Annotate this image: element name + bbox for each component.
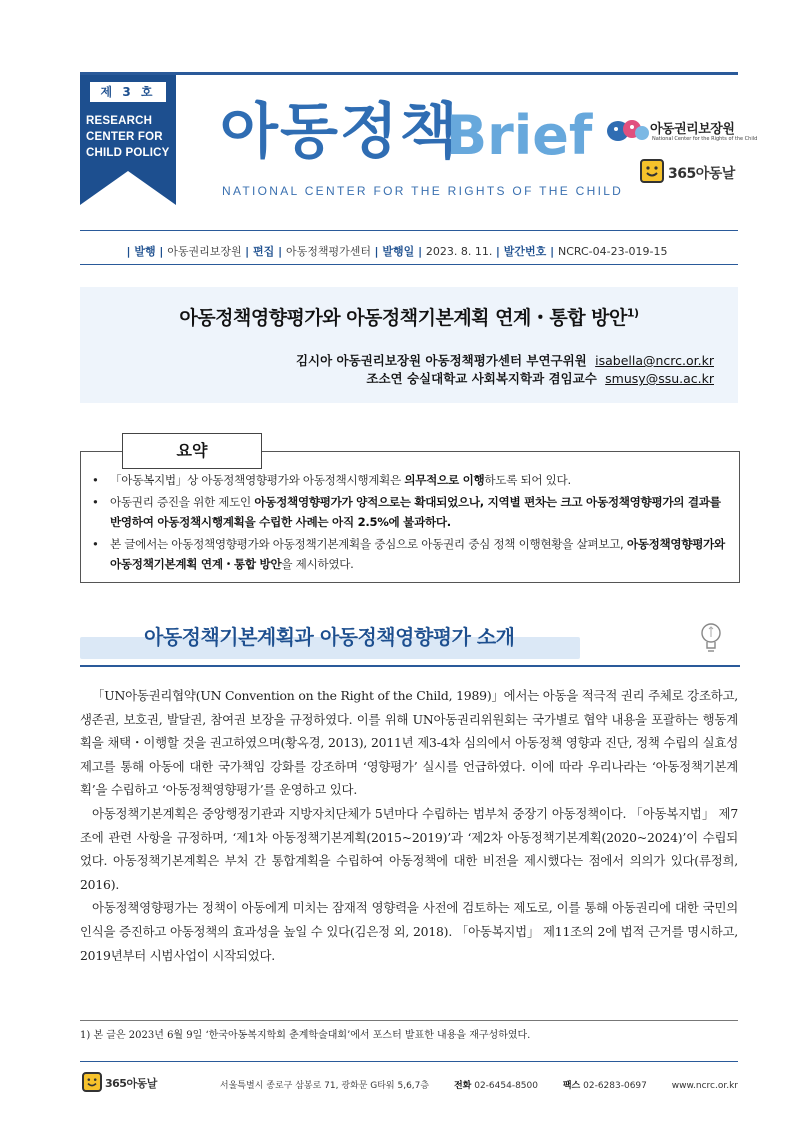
tel-value: 02-6454-8500 xyxy=(474,1081,538,1091)
footer-address: 서울특별시 종로구 삼봉로 71, 광화문 G타워 5,6,7층 xyxy=(219,1081,430,1091)
number-label: 발간번호 xyxy=(503,245,547,258)
children-day-logo xyxy=(640,159,740,185)
bullet-icon: • xyxy=(92,473,99,487)
research-center-line: CENTER FOR xyxy=(86,131,163,143)
summary-item: • 「아동복지법」상 아동정책영향평가와 아동정책시행계획은 의무적으로 이행하도록 되어 있다. xyxy=(86,470,734,491)
footnote-ref[interactable]: 1) xyxy=(626,306,639,320)
publisher-value: 아동권리보장원 xyxy=(167,245,242,258)
summary-heading: 요약 xyxy=(122,433,262,469)
summary-item: • 본 글에서는 아동정책영향평가와 아동정책기본계획을 중심으로 아동권리 중심 정책 이행현황을 살펴보고, 아동정책영향평가와 아동정책기본계획 연계・통합 방안을 제시하였다. xyxy=(86,534,734,575)
summary-item: • 아동권리 증진을 위한 제도인 아동정책영향평가가 양적으로는 확대되었으나, 지역별 편차는 크고 아동정책영향평가의 결과를 반영하여 아동정책시행계획을 수립한 사례는 아직 2.5%에 불과하다. xyxy=(86,492,734,533)
editor-value: 아동정책평가센터 xyxy=(285,245,371,258)
smile-face-icon xyxy=(640,159,664,183)
fax-label: 팩스 xyxy=(562,1081,581,1091)
brief-title-korean: 아동정책 xyxy=(220,97,460,167)
date-label: 발행일 xyxy=(382,245,415,258)
publication-info: | 발행 | 아동권리보장원 | 편집 | 아동정책평가센터 | 발행일 | 2023. 8. 11. | 발간번호 | NCRC-04-23-019-15 xyxy=(126,245,668,258)
author-email[interactable]: smusy@ssu.ac.kr xyxy=(605,371,714,386)
body-paragraph: 「UN아동권리협약(UN Convention on the Right of the Child, 1989)」에서는 아동을 적극적 권리 주체로 강조하고, 생존권, 보호권, 발달권, 참여권 보장을 규정하였다. 이를 위해 UN아동권리위원회는 국가별로 협약 내용을 포괄하는 행동계획을 채택・이행할 것을 권고하였으며(황옥경, 2013), 2011년 제3-4차 심의에서 아동정책 영향과 진단, 정책 수립의 실효성 제고를 통해 아동에 대한 국가책임 강화를 강조하며 ‘영향평가’ 실시를 언급하였다. 이에 따라 우리나라는 ‘아동정책기본계획’을 수립하고 ‘아동정책영향평가’를 운영하고 있다. xyxy=(80,688,738,798)
body-paragraph: 아동정책기본계획은 중앙행정기관과 지방자치단체가 5년마다 수립하는 범부처 중장기 아동정책이다. 「아동복지법」 제7조에 관련 사항을 규정하며, ‘제1차 아동정책기본계획(2015~2019)’과 ‘제2차 아동정책기본계획(2020~2024)’이 수립되었다. 아동정책기본계획은 부처 간 통합계획을 수립하여 아동정책에 대한 비전을 제시했다는 점에서 의의가 있다(류정희, 2016). xyxy=(80,805,738,892)
ncrc-logo-text: 아동권리보장원 xyxy=(650,122,735,137)
top-rule xyxy=(80,72,738,75)
date-value: 2023. 8. 11. xyxy=(425,245,493,258)
smile-face-icon xyxy=(82,1072,102,1092)
section-title: 아동정책기본계획과 아동정책영향평가 소개 xyxy=(144,625,515,649)
research-center-line: CHILD POLICY xyxy=(86,147,170,159)
author-line xyxy=(366,369,714,387)
author-info: 조소연 숭실대학교 사회복지학과 겸임교수 xyxy=(366,371,597,386)
footer-logo xyxy=(82,1072,162,1096)
divider xyxy=(80,230,738,231)
editor-label: 편집 xyxy=(253,245,275,258)
footnote-divider xyxy=(80,1020,738,1021)
document-title-box xyxy=(80,287,738,403)
website-link[interactable]: www.ncrc.or.kr xyxy=(671,1081,738,1091)
ncrc-logo-icon xyxy=(606,117,650,143)
children-day-logo-text: 365아동날 xyxy=(668,166,735,182)
issue-ribbon xyxy=(80,75,176,205)
lightbulb-icon xyxy=(698,621,724,655)
section-heading xyxy=(80,615,740,667)
section-underline xyxy=(80,665,740,667)
summary-list xyxy=(86,470,734,576)
ncrc-logo xyxy=(606,115,758,147)
body-paragraph: 아동정책영향평가는 정책이 아동에게 미치는 잠재적 영향력을 사전에 검토하는 제도로, 이를 통해 아동권리에 대한 국민의 인식을 증진하고 아동정책의 효과성을 높일 수 있다(김은정 외, 2018). 「아동복지법」 제11조의 2에 법적 근거를 명시하고, 2019년부터 시범사업이 시작되었다. xyxy=(80,900,738,963)
tel-label: 전화 xyxy=(453,1081,472,1091)
footer-divider xyxy=(80,1061,738,1062)
footer-contact xyxy=(220,1078,738,1091)
ncrc-logo-subtext: National Center for the Rights of the Child xyxy=(652,136,758,142)
document-title: 아동정책영향평가와 아동정책기본계획 연계・통합 방안$^{1)}$ xyxy=(179,306,639,329)
divider xyxy=(80,264,738,265)
bullet-icon: • xyxy=(92,494,99,509)
author-info: 김시아 아동권리보장원 아동정책평가센터 부연구위원 xyxy=(295,353,587,368)
author-email[interactable]: isabella@ncrc.or.kr xyxy=(595,353,714,368)
number-value: NCRC-04-23-019-15 xyxy=(557,245,668,258)
issue-number: 제 3 호 xyxy=(90,82,166,102)
publisher-label: 발행 xyxy=(134,245,156,258)
body-text xyxy=(80,684,738,967)
research-center-line: RESEARCH xyxy=(86,115,153,127)
footer-logo-text: 365아동날 xyxy=(105,1077,157,1090)
fax-value: 02-6283-0697 xyxy=(583,1081,647,1091)
footnote: 1) 본 글은 2023년 6월 9일 ‘한국아동복지학회 춘계학술대회’에서 포스터 발표한 내용을 재구성하였다. xyxy=(80,1030,531,1041)
bullet-icon: • xyxy=(92,536,99,551)
author-line xyxy=(296,351,714,369)
masthead-subtitle: NATIONAL CENTER FOR THE RIGHTS OF THE CHILD xyxy=(222,184,624,198)
brief-title-english: Brief xyxy=(446,104,593,167)
